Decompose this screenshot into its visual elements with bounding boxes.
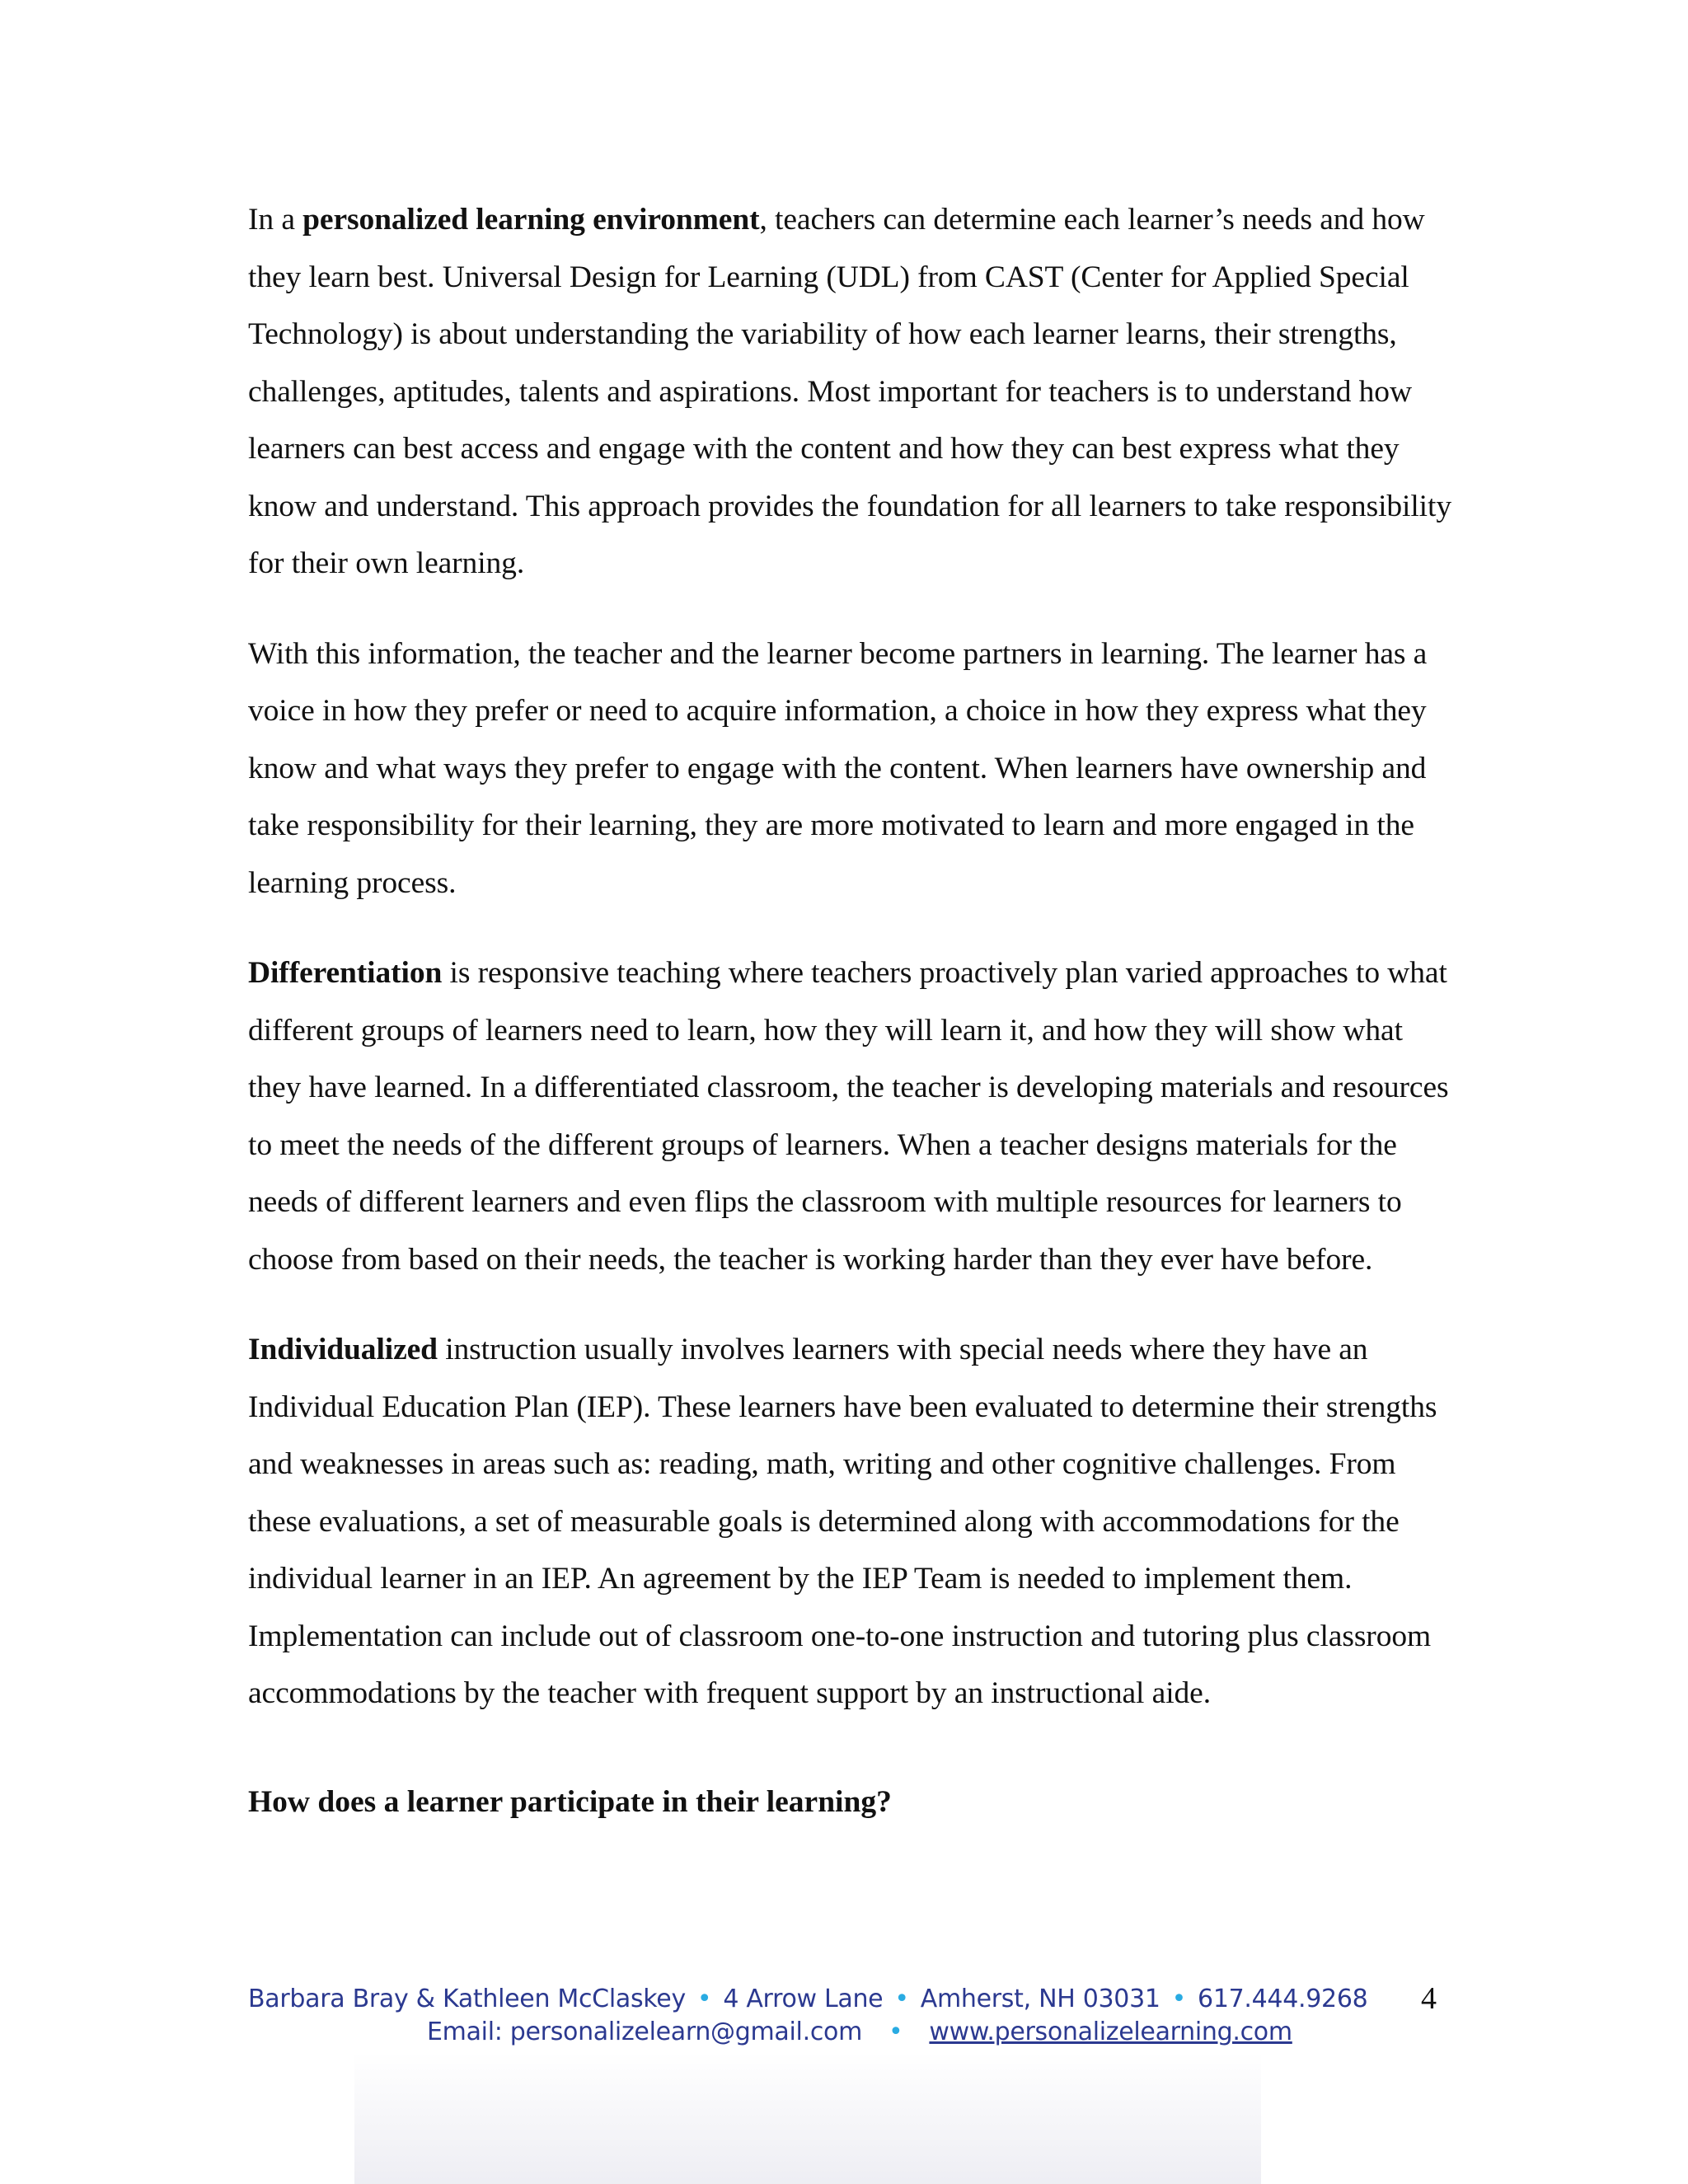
footer-authors: Barbara Bray & Kathleen McClaskey (248, 1985, 686, 2013)
page-number: 4 (1421, 1981, 1437, 2016)
bullet-separator: • (1171, 1985, 1187, 2013)
footer-address: 4 Arrow Lane (723, 1985, 884, 2013)
section-heading: How does a learner participate in their learning? (248, 1784, 892, 1819)
paragraph-text: , teachers can determine each learner’s needs and how they learn best. Universal Design for Learning (UDL) from CAST (Center for Applied Special Technology) is about understanding the variability of how each learner learns, their strengths, challenges, aptitudes, talents and aspirations. Most important for teachers is to understand how learners can best access and engage with the content and how they can best express what they know and understand. This approach provides the foundation for all learners to take responsibility for their own learning. (248, 203, 1451, 580)
footer-city: Amherst, NH 03031 (920, 1985, 1160, 2013)
footer-phone: 617.444.9268 (1198, 1985, 1368, 2013)
paragraph-personalized-learning (248, 191, 1451, 593)
paragraph-text: With this information, the teacher and the learner become partners in learning. The learner has a voice in how they prefer or need to acquire information, a choice in how they express what they know and what ways they prefer to engage with the content. When learners have ownership and take responsibility for their learning, they are more motivated to learn and more engaged in the learning process. (248, 636, 1428, 900)
paragraph-text: instruction usually involves learners with special needs where they have an Individual Education Plan (IEP). These learners have been evaluated to determine their strengths and weaknesses in areas such as: reading, math, writing and other cognitive challenges. From these evaluations, a set of measurable goals is determined along with accommodations for the individual learner in an IEP. An agreement by the IEP Team is needed to implement them. Implementation can include out of classroom one-to-one instruction and tutoring plus classroom accommodations by the teacher with frequent support by an instructional aide. (248, 1333, 1437, 1710)
bullet-separator: • (696, 1985, 712, 2013)
bold-term-personalized-learning-environment: personalized learning environment (302, 203, 760, 237)
page-body (248, 191, 1451, 1830)
bullet-separator: • (894, 1985, 909, 2013)
footer-contact-line (248, 1983, 1402, 2016)
bullet-separator: • (889, 2018, 903, 2046)
paragraph-partners-in-learning (248, 626, 1451, 912)
footer-email[interactable]: Email: personalizelearn@gmail.com (427, 2018, 862, 2046)
footer-website-link[interactable]: www.personalizelearning.com (929, 2018, 1292, 2046)
paragraph-lead: In a (248, 203, 303, 237)
bold-term-differentiation: Differentiation (248, 956, 443, 990)
bold-term-individualized: Individualized (248, 1333, 438, 1366)
paragraph-individualized (248, 1321, 1451, 1722)
scan-shadow (354, 2052, 1261, 2184)
footer-email-line (427, 2016, 1416, 2049)
paragraph-differentiation (248, 944, 1451, 1288)
paragraph-text: is responsive teaching where teachers proactively plan varied approaches to what different groups of learners need to learn, how they will learn it, and how they will show what they have learned. In a differentiated classroom, the teacher is developing materials and resources to meet the needs of the different groups of learners. When a teacher designs materials for the needs of different learners and even flips the classroom with multiple resources for learners to choose from based on their needs, the teacher is working harder than they ever have before. (248, 956, 1449, 1277)
